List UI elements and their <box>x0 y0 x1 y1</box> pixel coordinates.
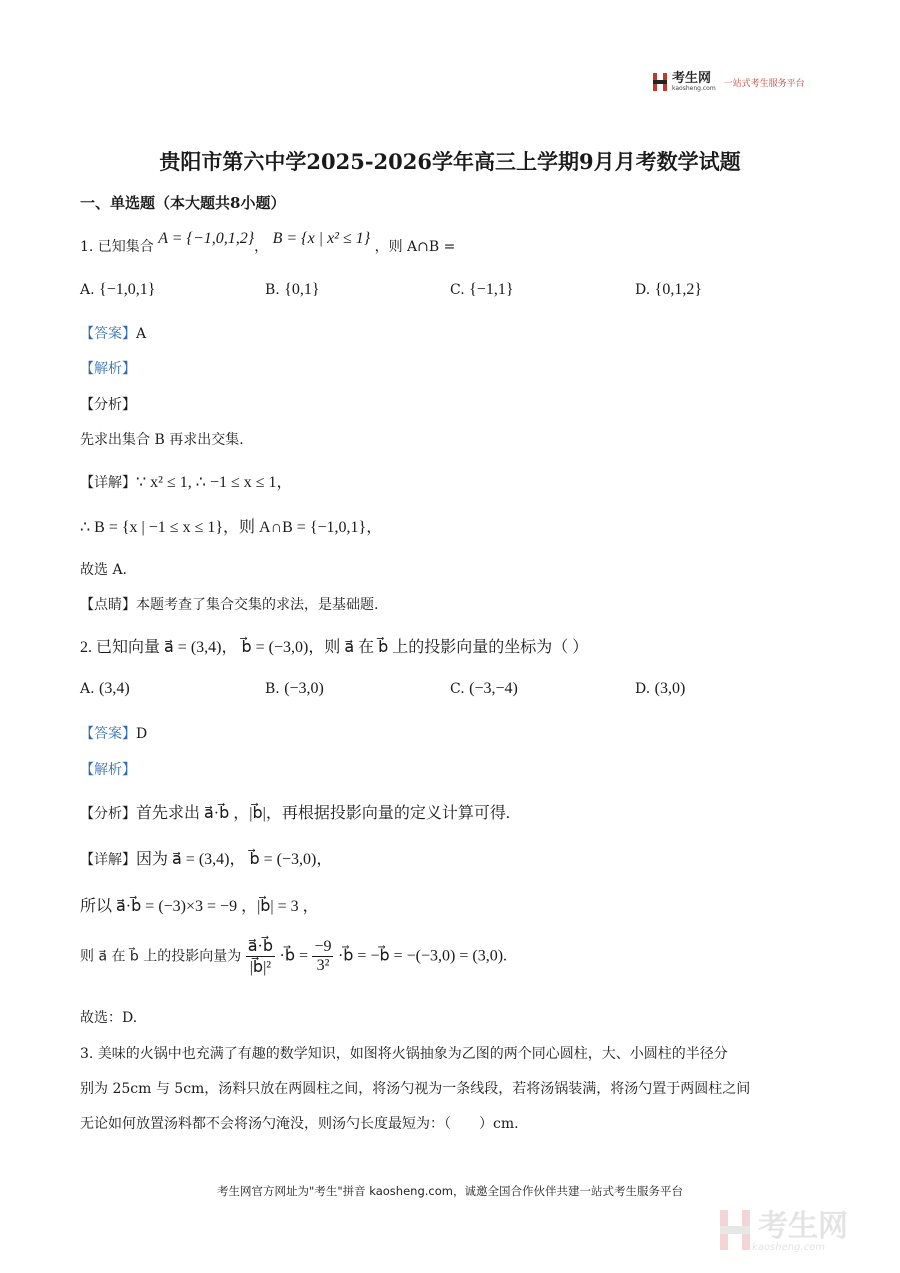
q2-fraction-1: $\frac{a⃗\cdot b⃗}{\text{|b⃗|²}}$ <box>247 938 274 976</box>
logo-name: 考生网 <box>672 71 712 86</box>
q1-option-b: B. {0,1} <box>265 281 320 298</box>
q1-option-c: C. {−1,1} <box>450 281 514 298</box>
q2-stem: 2. 已知向量 a⃗ = (3,4)， b⃗ = (−3,0)，则 a⃗ 在 b⃗ 上的投影向量的坐标为（ ） <box>80 639 589 656</box>
q1-fenxi: 先求出集合 B 再求出交集. <box>80 432 244 448</box>
q2-option-d: D. (3,0) <box>635 680 686 697</box>
q2-analysis-tag: 【解析】 <box>80 762 136 778</box>
q1-stem: 1. 已知集合 A = {−1,0,1,2}， B = {x | x² ≤ 1} ，则 A∩B = <box>80 230 456 255</box>
q2-fraction-2: $\frac{-9}{\text{3²}}$ <box>314 938 332 974</box>
q3-line-1: 3. 美味的火锅中也充满了有趣的数学知识，如图将火锅抽象为乙图的两个同心圆柱，大、小圆柱的半径分 <box>80 1046 728 1062</box>
q1-detail-1: 【详解】∵ x² ≤ 1, ∴ −1 ≤ x ≤ 1， <box>80 474 293 491</box>
q1-set-a: A = {−1,0,1,2} <box>158 230 255 247</box>
q1-answer: 【答案】A <box>80 326 147 342</box>
q2-conclusion: 故选：D. <box>80 1010 138 1026</box>
q1-set-b: B = {x | x² ≤ 1} <box>272 230 371 247</box>
q2-option-a: A. (3,4) <box>80 680 130 697</box>
q2-answer: 【答案】D <box>80 726 148 742</box>
logo-url: kaosheng.com <box>672 85 716 92</box>
q1-conclusion: 故选 A. <box>80 562 128 578</box>
q3-line-3: 无论如何放置汤料都不会将汤勺淹没，则汤勺长度最短为：（ ）cm. <box>80 1116 519 1132</box>
q2-fenxi: 【分析】首先求出 a⃗·b⃗ ，|b⃗|，再根据投影向量的定义计算可得. <box>80 805 510 822</box>
q1-fenxi-tag: 【分析】 <box>80 397 136 413</box>
logo-slogan: 一站式考生服务平台 <box>723 78 805 89</box>
q1-analysis-tag: 【解析】 <box>80 361 136 377</box>
q1-option-a: A. {−1,0,1} <box>80 281 156 298</box>
section-heading: 一、单选题（本大题共8小题） <box>80 194 286 212</box>
q2-detail-1: 【详解】因为 a⃗ = (3,4)， b⃗ = (−3,0)， <box>80 851 333 868</box>
q2-option-c: C. (−3,−4) <box>450 680 518 697</box>
page-footer: 考生网官方网址为"考生"拼音 kaosheng.com，诚邀全国合作伙伴共建一站式考生服务平台 <box>217 1184 683 1198</box>
q2-detail-3: 则 a⃗ 在 b⃗ 上的投影向量为 $\frac{a⃗\cdot b⃗}{\text{|b⃗|²}}$ ·b⃗ = $\frac{-9}{\text{3²}}$ ·b⃗ = −b⃗ = −(−3,0) = (3,0). <box>80 938 508 976</box>
watermark-url: kaosheng.com <box>752 1241 825 1253</box>
q2-detail-2: 所以 a⃗·b⃗ = (−3)×3 = −9 ，|b⃗| = 3 ， <box>80 898 319 915</box>
q3-line-2: 别为 25cm 与 5cm，汤料只放在两圆柱之间，将汤勺视为一条线段，若将汤锅装满，将汤勺置于两圆柱之间 <box>80 1081 751 1097</box>
watermark-name: 考生网 <box>758 1208 848 1244</box>
watermark-logo-icon <box>718 1208 752 1256</box>
q1-detail-2: ∴ B = {x | −1 ≤ x ≤ 1}，则 A∩B = {−1,0,1}， <box>80 519 383 536</box>
q1-option-d: D. {0,1,2} <box>635 281 702 298</box>
watermark <box>718 1208 848 1256</box>
kaosheng-logo-icon <box>652 72 668 92</box>
page-title: 贵阳市第六中学2025-2026学年高三上学期9月月考数学试题 <box>159 149 741 174</box>
q1-comment: 【点睛】本题考查了集合交集的求法，是基础题. <box>80 597 379 613</box>
header-logo <box>652 72 805 92</box>
q2-option-b: B. (−3,0) <box>265 680 324 697</box>
